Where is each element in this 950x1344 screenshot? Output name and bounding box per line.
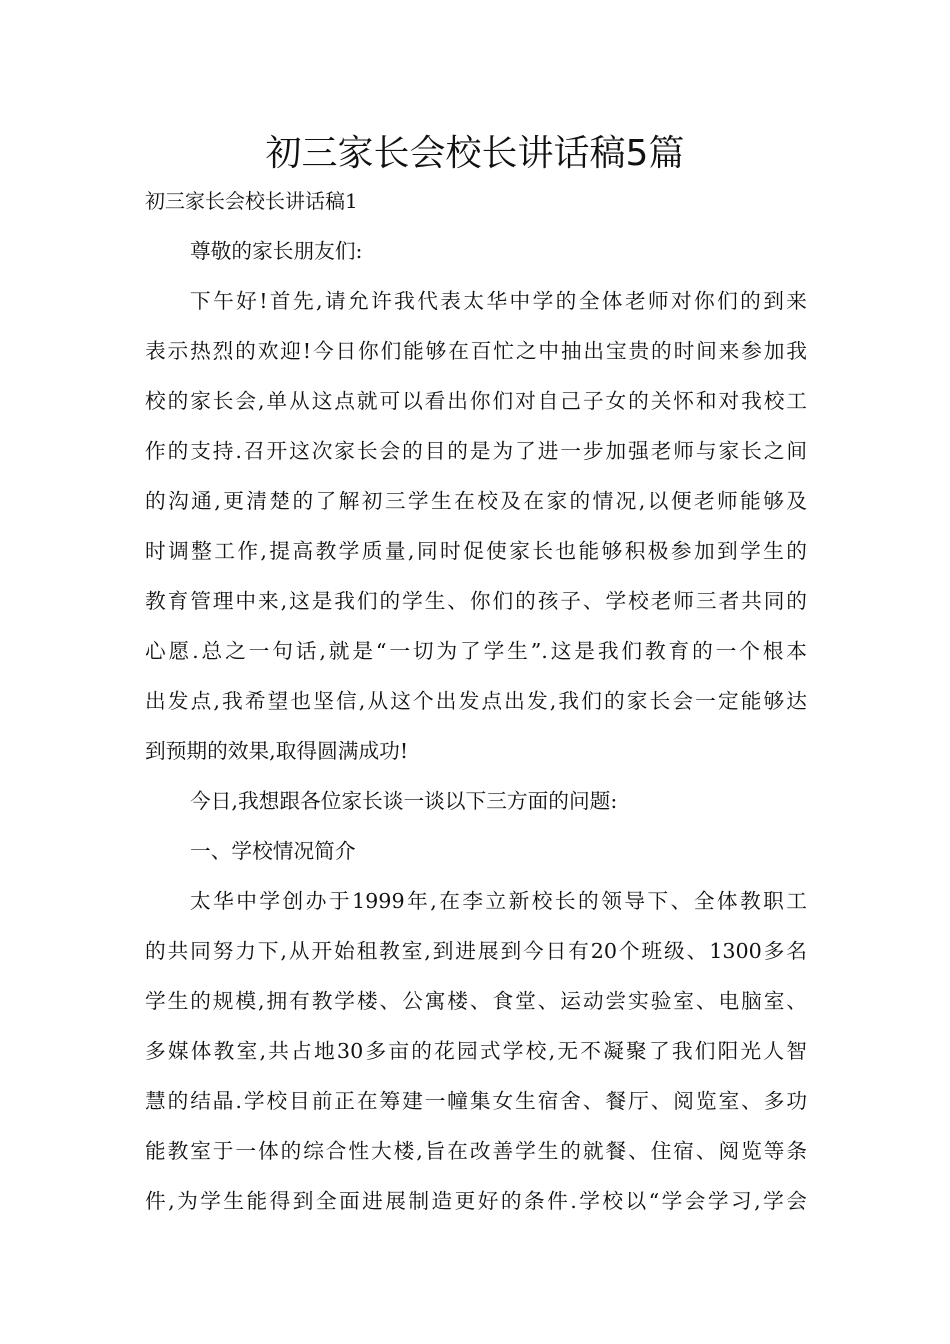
body-text-line: 学生的规模,拥有教学楼、公寓楼、食堂、运动尝实验室、电脑室、 — [145, 989, 807, 1013]
salutation-line: 尊敬的家长朋友们: — [190, 239, 363, 263]
body-text-line: 教育管理中来,这是我们的学生、你们的孩子、学校老师三者共同的 — [145, 589, 807, 613]
body-text-line: 今日,我想跟各位家长谈一谈以下三方面的问题: — [190, 789, 618, 813]
body-text-line: 到预期的效果,取得圆满成功! — [145, 739, 409, 763]
body-text-line: 慧的结晶.学校目前正在筹建一幢集女生宿舍、餐厅、阅览室、多功 — [145, 1089, 807, 1113]
body-text-line: 件,为学生能得到全面进展制造更好的条件.学校以“学会学习,学会 — [145, 1189, 807, 1213]
body-text-line: 作的支持.召开这次家长会的目的是为了进一步加强老师与家长之间 — [145, 439, 807, 463]
body-text-line: 校的家长会,单从这点就可以看出你们对自己子女的关怀和对我校工 — [145, 389, 807, 413]
body-text-line: 的沟通,更清楚的了解初三学生在校及在家的情况,以便老师能够及 — [145, 489, 807, 513]
body-text-line: 心愿.总之一句话,就是“一切为了学生”.这是我们教育的一个根本 — [145, 639, 807, 663]
body-text-line: 出发点,我希望也坚信,从这个出发点出发,我们的家长会一定能够达 — [145, 689, 807, 713]
body-text-line: 能教室于一体的综合性大楼,旨在改善学生的就餐、住宿、阅览等条 — [145, 1139, 807, 1163]
body-text-line: 表示热烈的欢迎!今日你们能够在百忙之中抽出宝贵的时间来参加我 — [145, 339, 807, 363]
body-text-line: 太华中学创办于1999年,在李立新校长的领导下、全体教职工 — [190, 889, 807, 913]
body-text-line: 时调整工作,提高教学质量,同时促使家长也能够积极参加到学生的 — [145, 539, 807, 563]
section-heading: 初三家长会校长讲话稿1 — [145, 189, 358, 213]
body-text-line: 多媒体教室,共占地30多亩的花园式学校,无不凝聚了我们阳光人智 — [145, 1039, 807, 1063]
body-text-line: 下午好!首先,请允许我代表太华中学的全体老师对你们的到来 — [190, 289, 807, 313]
document-title: 初三家长会校长讲话稿5篇 — [265, 133, 685, 174]
body-text-line: 的共同努力下,从开始租教室,到进展到今日有20个班级、1300多名 — [145, 939, 807, 963]
section-subheading: 一、学校情况简介 — [190, 839, 356, 863]
